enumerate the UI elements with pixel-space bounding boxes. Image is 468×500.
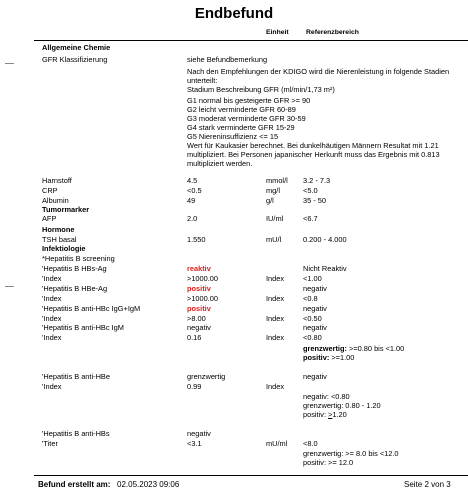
result-ref: <5.0	[303, 186, 318, 195]
result-unit: g/l	[266, 196, 274, 205]
result-label: AFP	[42, 214, 57, 223]
result-label: 'Hepatitis B anti-HBe	[42, 372, 110, 381]
result-value: 0.16	[187, 333, 202, 342]
ref-note-negative: negativ: <0.80	[303, 392, 350, 401]
result-value: negativ	[187, 323, 211, 332]
result-value: 2.0	[187, 214, 198, 223]
page-title: Endbefund	[194, 5, 274, 22]
margin-mark	[5, 286, 14, 287]
result-unit: Index	[266, 294, 285, 303]
result-value: 0.99	[187, 382, 202, 391]
result-unit: Index	[266, 382, 285, 391]
ref-note-positive-value: >=1.00	[331, 353, 355, 362]
footer-created-label: Befund erstellt am:	[38, 480, 111, 489]
ref-note-positive-symbol: >	[328, 410, 333, 419]
gfr-value: siehe Befundbemerkung	[187, 55, 268, 64]
result-label: CRP	[42, 186, 58, 195]
result-value: >1000.00	[187, 274, 219, 283]
result-label: 'Index	[42, 294, 62, 303]
header-reference: Referenzbereich	[306, 29, 359, 36]
result-value: grenzwertig	[187, 372, 226, 381]
gfr-note: Wert für Kaukasier berechnet. Bei dunkelhäutigen Männern Resultat mit 1.21 multipliziert. Bei Personen japanischer Herkunft muss das Ergebnis mit 0.813 multipliziert werden.	[187, 141, 440, 168]
header-divider	[34, 40, 468, 41]
result-label: Harnstoff	[42, 176, 72, 185]
result-unit: Index	[266, 314, 285, 323]
footer-divider	[34, 475, 468, 476]
result-value: negativ	[187, 429, 211, 438]
ref-note-positive: positiv: >= 12.0	[303, 458, 354, 467]
result-value: <3.1	[187, 439, 202, 448]
gfr-label: GFR Klassifizierung	[42, 55, 108, 64]
result-ref: Nicht Reaktiv	[303, 264, 347, 273]
gfr-intro-line: Nach den Empfehlungen der KDIGO wird die Nierenleistung in folgende Stadien unterteilt:	[187, 67, 450, 85]
result-label: Albumin	[42, 196, 69, 205]
gfr-intro-line2: Stadium Beschreibung GFR (ml/min/1,73 m²)	[187, 84, 335, 94]
result-label: 'Hepatitis B anti-HBs	[42, 429, 110, 438]
result-value-abnormal: positiv	[187, 284, 211, 293]
margin-mark	[5, 63, 14, 64]
result-value-abnormal: reaktiv	[187, 264, 211, 273]
header-unit: Einheit	[266, 29, 289, 36]
section-heading-tumor: Tumormarker	[42, 205, 90, 214]
gfr-intro	[187, 68, 457, 95]
result-ref: 35 - 50	[303, 196, 327, 205]
result-label: 'Hepatitis B HBe-Ag	[42, 284, 108, 293]
result-label: 'Index	[42, 274, 62, 283]
result-value: >1000.00	[187, 294, 219, 303]
result-ref: negativ	[303, 372, 327, 381]
ref-note-positive-label: positiv:	[303, 353, 330, 362]
result-label: 'Hepatitis B anti-HBc IgG+IgM	[42, 304, 141, 313]
result-label: TSH basal	[42, 235, 77, 244]
footer-created-date: 02.05.2023 09:06	[117, 480, 180, 489]
result-label: 'Index	[42, 314, 62, 323]
result-ref: <8.0	[303, 439, 318, 448]
gfr-stage: G2 leicht verminderte GFR 60-89	[187, 104, 296, 114]
section-heading-chemie: Allgemeine Chemie	[42, 43, 111, 52]
result-ref: negativ	[303, 323, 327, 332]
result-ref: <0.50	[303, 314, 322, 323]
ref-note-borderline: grenzwertig: >= 8.0 bis <12.0	[303, 449, 399, 458]
result-unit: IU/ml	[266, 214, 284, 223]
result-value: >8.00	[187, 314, 206, 323]
result-unit: mg/l	[266, 186, 280, 195]
ref-note-borderline: grenzwertig: 0.80 - 1.20	[303, 401, 381, 410]
result-label: 'Index	[42, 333, 62, 342]
result-ref: negativ	[303, 284, 327, 293]
result-ref: negativ	[303, 304, 327, 313]
footer-page-number: Seite 2 von 3	[404, 480, 451, 489]
result-ref: <1.00	[303, 274, 322, 283]
result-ref: 3.2 - 7.3	[303, 176, 331, 185]
result-unit: Index	[266, 333, 285, 342]
result-value: 1.550	[187, 235, 206, 244]
gfr-stage: G4 stark verminderte GFR 15-29	[187, 122, 295, 132]
ref-note-positive	[303, 354, 354, 363]
ref-note-positive	[303, 411, 347, 420]
gfr-stage: G1 normal bis gesteigerte GFR >= 90	[187, 96, 311, 105]
section-heading-infekt: Infektiologie	[42, 244, 86, 253]
result-label: 'Index	[42, 382, 62, 391]
result-ref: <0.80	[303, 333, 322, 342]
result-label: 'Titer	[42, 439, 58, 448]
result-value: 49	[187, 196, 196, 205]
result-ref: <6.7	[303, 214, 318, 223]
result-unit: Index	[266, 274, 285, 283]
ref-note-borderline-value: >=0.80 bis <1.00	[349, 344, 405, 353]
ref-note-positive-value: 1.20	[332, 410, 347, 419]
result-value: 4.5	[187, 176, 198, 185]
gfr-stage: G3 moderat verminderte GFR 30-59	[187, 113, 306, 123]
ref-note-borderline-label: grenzwertig:	[303, 344, 347, 353]
result-ref: <0.8	[303, 294, 318, 303]
result-unit: mmol/l	[266, 176, 288, 185]
screening-label: *Hepatitis B screening	[42, 254, 115, 263]
gfr-stage: G5 Niereninsuffizienz <= 15	[187, 131, 279, 141]
result-label: 'Hepatitis B anti-HBc IgM	[42, 323, 124, 332]
gfr-stages	[187, 97, 457, 141]
result-value: <0.5	[187, 186, 202, 195]
result-value-abnormal: positiv	[187, 304, 211, 313]
result-unit: mU/ml	[266, 439, 288, 448]
result-ref: 0.200 - 4.000	[303, 235, 347, 244]
ref-note-positive-prefix: positiv:	[303, 410, 329, 419]
result-unit: mU/l	[266, 235, 282, 244]
section-heading-hormone: Hormone	[42, 225, 75, 234]
result-label: 'Hepatitis B HBs-Ag	[42, 264, 107, 273]
